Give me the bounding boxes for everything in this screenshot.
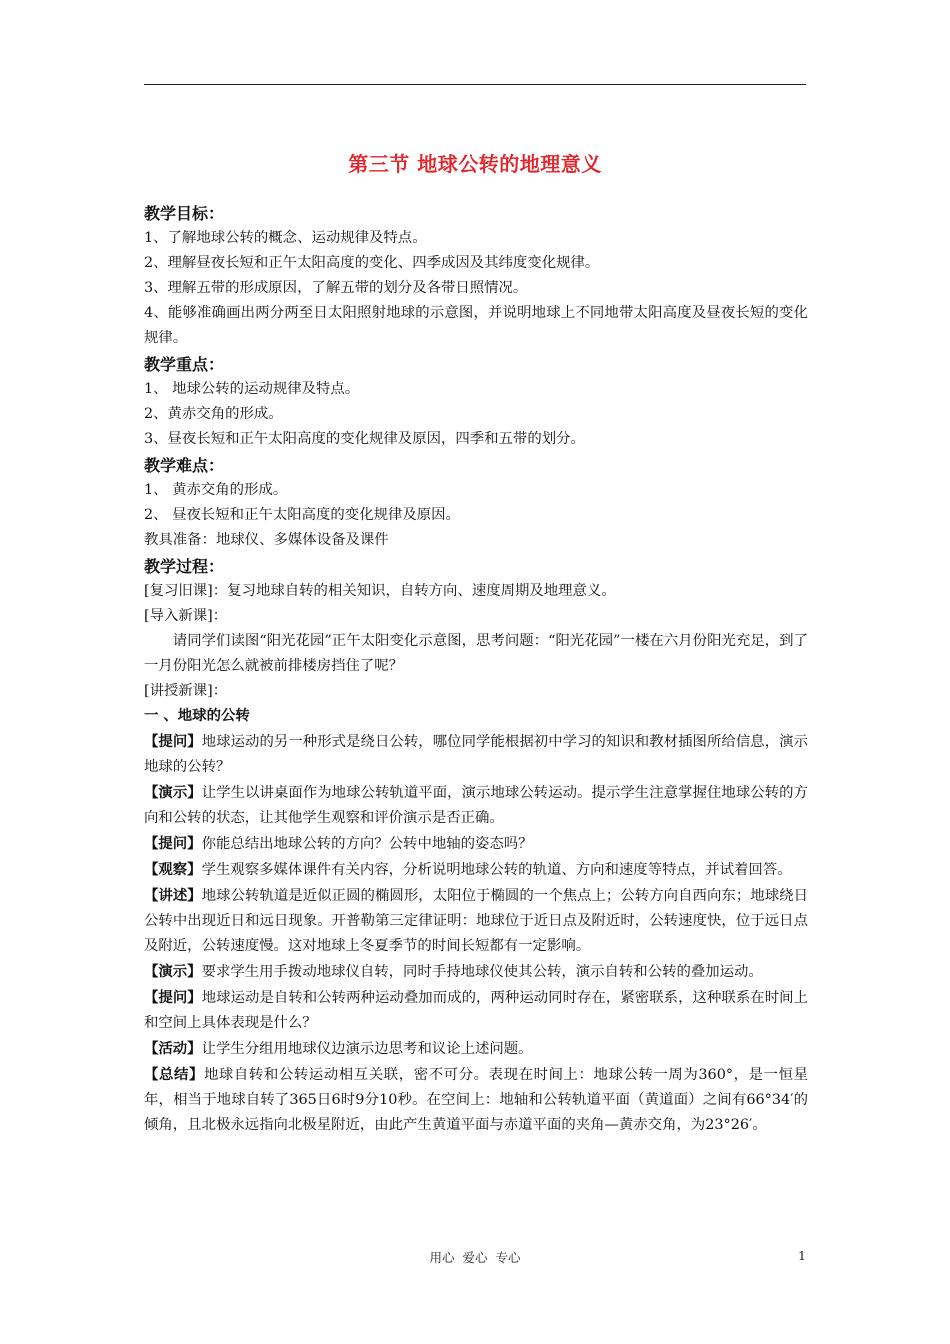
lesson-paragraph (144, 1062, 808, 1138)
key-point-item: 3、昼夜长短和正午太阳高度的变化规律及原因，四季和五带的划分。 (144, 431, 585, 447)
lesson-paragraph (144, 857, 808, 883)
key-point-item: 2、黄赤交角的形成。 (144, 406, 283, 422)
paragraph-text: 让学生分组用地球仪边演示边思考和议论上述问题。 (201, 1041, 533, 1057)
lesson-paragraph (144, 985, 808, 1036)
key-point-item: 1、 地球公转的运动规律及特点。 (144, 381, 360, 397)
header-rule (144, 84, 806, 85)
document-body (144, 200, 808, 1138)
tools-line: 教具准备：地球仪、多媒体设备及课件 (144, 532, 389, 548)
paragraph-tag: 【提问】 (144, 733, 202, 750)
key-points-heading: 教学重点： (144, 355, 225, 374)
paragraph-tag: 【讲述】 (144, 887, 202, 904)
paragraph-text: 地球运动是自转和公转两种运动叠加而成的，两种运动同时存在，紧密联系，这种联系在时间上和空间上具体表现是什么？ (144, 990, 808, 1031)
paragraph-text: 地球运动的另一种形式是绕日公转，哪位同学能根据初中学习的知识和教材插图所给信息，演示地球的公转？ (144, 734, 808, 775)
paragraph-tag: 【活动】 (144, 1040, 202, 1057)
goal-item: 4、能够准确画出两分两至日太阳照射地球的示意图，并说明地球上不同地带太阳高度及昼夜长短的变化规律。 (144, 305, 808, 346)
paragraph-text: 地球公转轨道是近似正圆的椭圆形，太阳位于椭圆的一个焦点上；公转方向自西向东；地球绕日公转中出现近日和远日现象。开普勒第三定律证明：地球位于近日点及附近时，公转速度快，位于远日点及附近，公转速度慢。这对地球上冬夏季节的时间长短都有一定影响。 (144, 888, 808, 954)
intro-paragraph: 请同学们读图“阳光花园”正午太阳变化示意图，思考问题：“阳光花园”一楼在六月份阳光充足，到了一月份阳光怎么就被前排楼房挡住了呢？ (144, 633, 808, 674)
lesson-paragraph (144, 831, 808, 857)
review-line: [复习旧课]：复习地球自转的相关知识，自转方向、速度周期及地理意义。 (144, 583, 616, 599)
lesson-paragraph (144, 1036, 808, 1062)
lesson-paragraph (144, 959, 808, 985)
difficulty-item: 2、 昼夜长短和正午太阳高度的变化规律及原因。 (144, 507, 460, 523)
goal-item: 3、理解五带的形成原因，了解五带的划分及各带日照情况。 (144, 280, 528, 296)
teach-label: [讲授新课]： (144, 683, 228, 699)
process-heading: 教学过程： (144, 557, 225, 576)
goals-heading: 教学目标： (144, 204, 225, 223)
paragraph-tag: 【演示】 (144, 963, 202, 980)
goal-item: 2、理解昼夜长短和正午太阳高度的变化、四季成因及其纬度变化规律。 (144, 255, 600, 271)
lesson-paragraph (144, 729, 808, 780)
difficulties-heading: 教学难点： (144, 456, 225, 475)
paragraph-text: 要求学生用手拨动地球仪自转，同时手持地球仪使其公转，演示自转和公转的叠加运动。 (201, 964, 763, 980)
paragraph-tag: 【提问】 (144, 989, 202, 1006)
page-number: 1 (798, 1248, 806, 1263)
paragraph-text: 你能总结出地球公转的方向？公转中地轴的姿态吗？ (201, 836, 533, 852)
section-heading: 一 、地球的公转 (144, 708, 250, 724)
intro-label: [导入新课]： (144, 608, 228, 624)
paragraph-text: 让学生以讲桌面作为地球公转轨道平面，演示地球公转运动。提示学生注意掌握住地球公转的方向和公转的状态，让其他学生观察和评价演示是否正确。 (144, 785, 808, 826)
lesson-paragraph (144, 883, 808, 959)
paragraph-text: 学生观察多媒体课件有关内容，分析说明地球公转的轨道、方向和速度等特点，并试着回答。 (201, 862, 792, 878)
paragraph-tag: 【提问】 (144, 835, 202, 852)
paragraph-tag: 【观察】 (144, 861, 202, 878)
difficulty-item: 1、 黄赤交角的形成。 (144, 482, 288, 498)
page-footer: 用心 爱心 专心 (429, 1250, 521, 1265)
goal-item: 1、了解地球公转的概念、运动规律及特点。 (144, 230, 427, 246)
paragraph-text: 地球自转和公转运动相互关联，密不可分。表现在时间上：地球公转一周为360°，是一恒星年，相当于地球自转了365日6时9分10秒。在空间上：地轴和公转轨道平面（黄道面）之间有66°34′的倾角，且北极永远指向北极星附近，由此产生黄道平面与赤道平面的夹角—黄赤交角，为23°26′。 (144, 1067, 808, 1133)
paragraph-tag: 【总结】 (144, 1066, 204, 1083)
paragraph-tag: 【演示】 (144, 784, 202, 801)
page-title: 第三节 地球公转的地理意义 (348, 152, 602, 176)
lesson-paragraph (144, 780, 808, 831)
